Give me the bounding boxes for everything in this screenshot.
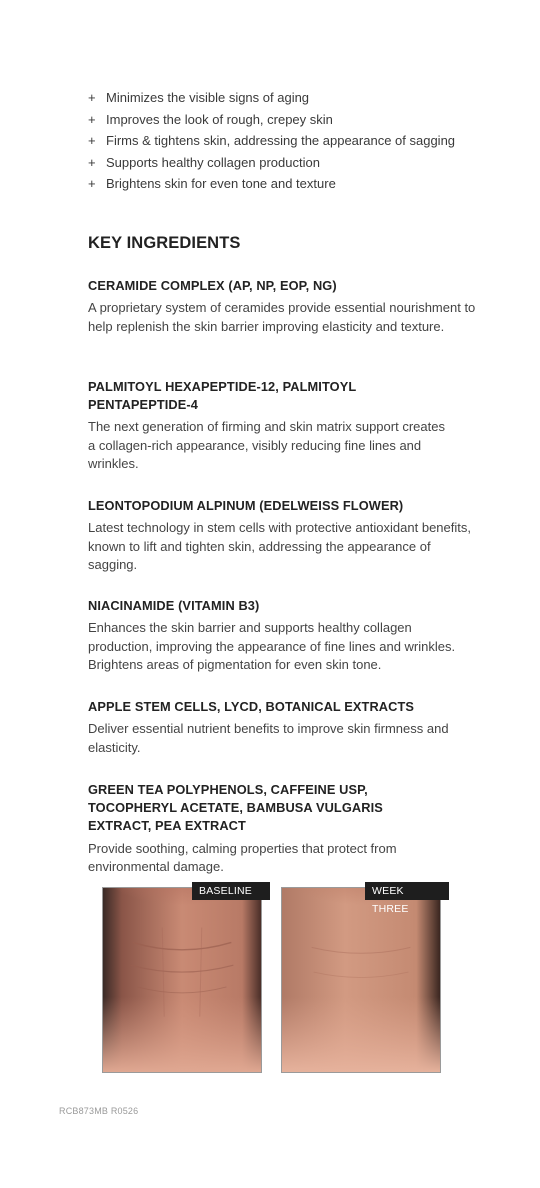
document-code: RCB873MB R0526 [59,1106,139,1116]
ingredient-apple-stem-cells [88,698,478,757]
benefit-text: Improves the look of rough, crepey skin [106,111,333,127]
list-item [88,87,508,109]
benefit-text: Firms & tightens skin, addressing the appearance of sagging [106,133,456,149]
ingredient-niacinamide [88,597,468,674]
ingredient-name: LEONTOPODIUM ALPINUM (EDELWEISS FLOWER) [88,498,404,513]
list-item [88,152,508,174]
benefits-list [88,87,508,195]
list-item [88,109,508,131]
key-ingredients-title: KEY INGREDIENTS [88,234,241,252]
plus-icon: + [88,154,96,170]
ingredient-name: CERAMIDE COMPLEX (AP, NP, EOP, NG) [88,278,337,293]
week-three-photo [281,887,441,1073]
ingredient-description: Enhances the skin barrier and supports healthy collagen production, improving the appearance of fine lines and wrinkles. Brightens areas of pigmentation for even skin tone. [88,620,456,672]
ingredient-green-tea-blend [88,781,448,876]
ingredient-description: A proprietary system of ceramides provide essential nourishment to help replenish the skin barrier improving elasticity and texture. [88,300,476,334]
ingredient-edelweiss [88,497,478,574]
neck-skin-image [103,888,261,1072]
ingredient-palmitoyl-peptides [88,378,448,473]
ingredient-description: Deliver essential nutrient benefits to improve skin firmness and elasticity. [88,721,449,755]
neck-skin-image [282,888,440,1072]
list-item [88,130,508,152]
ingredient-name: GREEN TEA POLYPHENOLS, CAFFEINE USP, TOCOPHERYL ACETATE, BAMBUSA VULGARIS EXTRACT, PEA EXTRACT [88,782,383,834]
plus-icon: + [88,176,96,192]
benefit-text: Minimizes the visible signs of aging [106,90,310,105]
week-three-label: WEEK THREE [365,882,449,900]
benefit-text: Supports healthy collagen production [106,154,320,170]
ingredient-name: NIACINAMIDE (VITAMIN B3) [88,598,260,613]
ingredient-description: The next generation of firming and skin matrix support creates a collagen-rich appearance, visibly reducing fine lines and wrinkles. [88,419,445,471]
plus-icon: + [88,133,96,149]
baseline-photo [102,887,262,1073]
plus-icon: + [88,90,96,105]
ingredient-name: PALMITOYL HEXAPEPTIDE-12, PALMITOYL PENTAPEPTIDE-4 [88,379,357,413]
ingredient-description: Provide soothing, calming properties that protect from environmental damage. [88,840,397,874]
list-item [88,173,508,195]
plus-icon: + [88,111,96,127]
ingredient-name: APPLE STEM CELLS, LYCD, BOTANICAL EXTRACTS [88,699,415,714]
benefit-text: Brightens skin for even tone and texture [106,176,336,192]
ingredient-description: Latest technology in stem cells with protective antioxidant benefits, known to lift and tighten skin, addressing the appearance of sagging. [88,520,471,572]
ingredient-ceramide-complex [88,277,478,336]
baseline-label: BASELINE [192,882,270,900]
